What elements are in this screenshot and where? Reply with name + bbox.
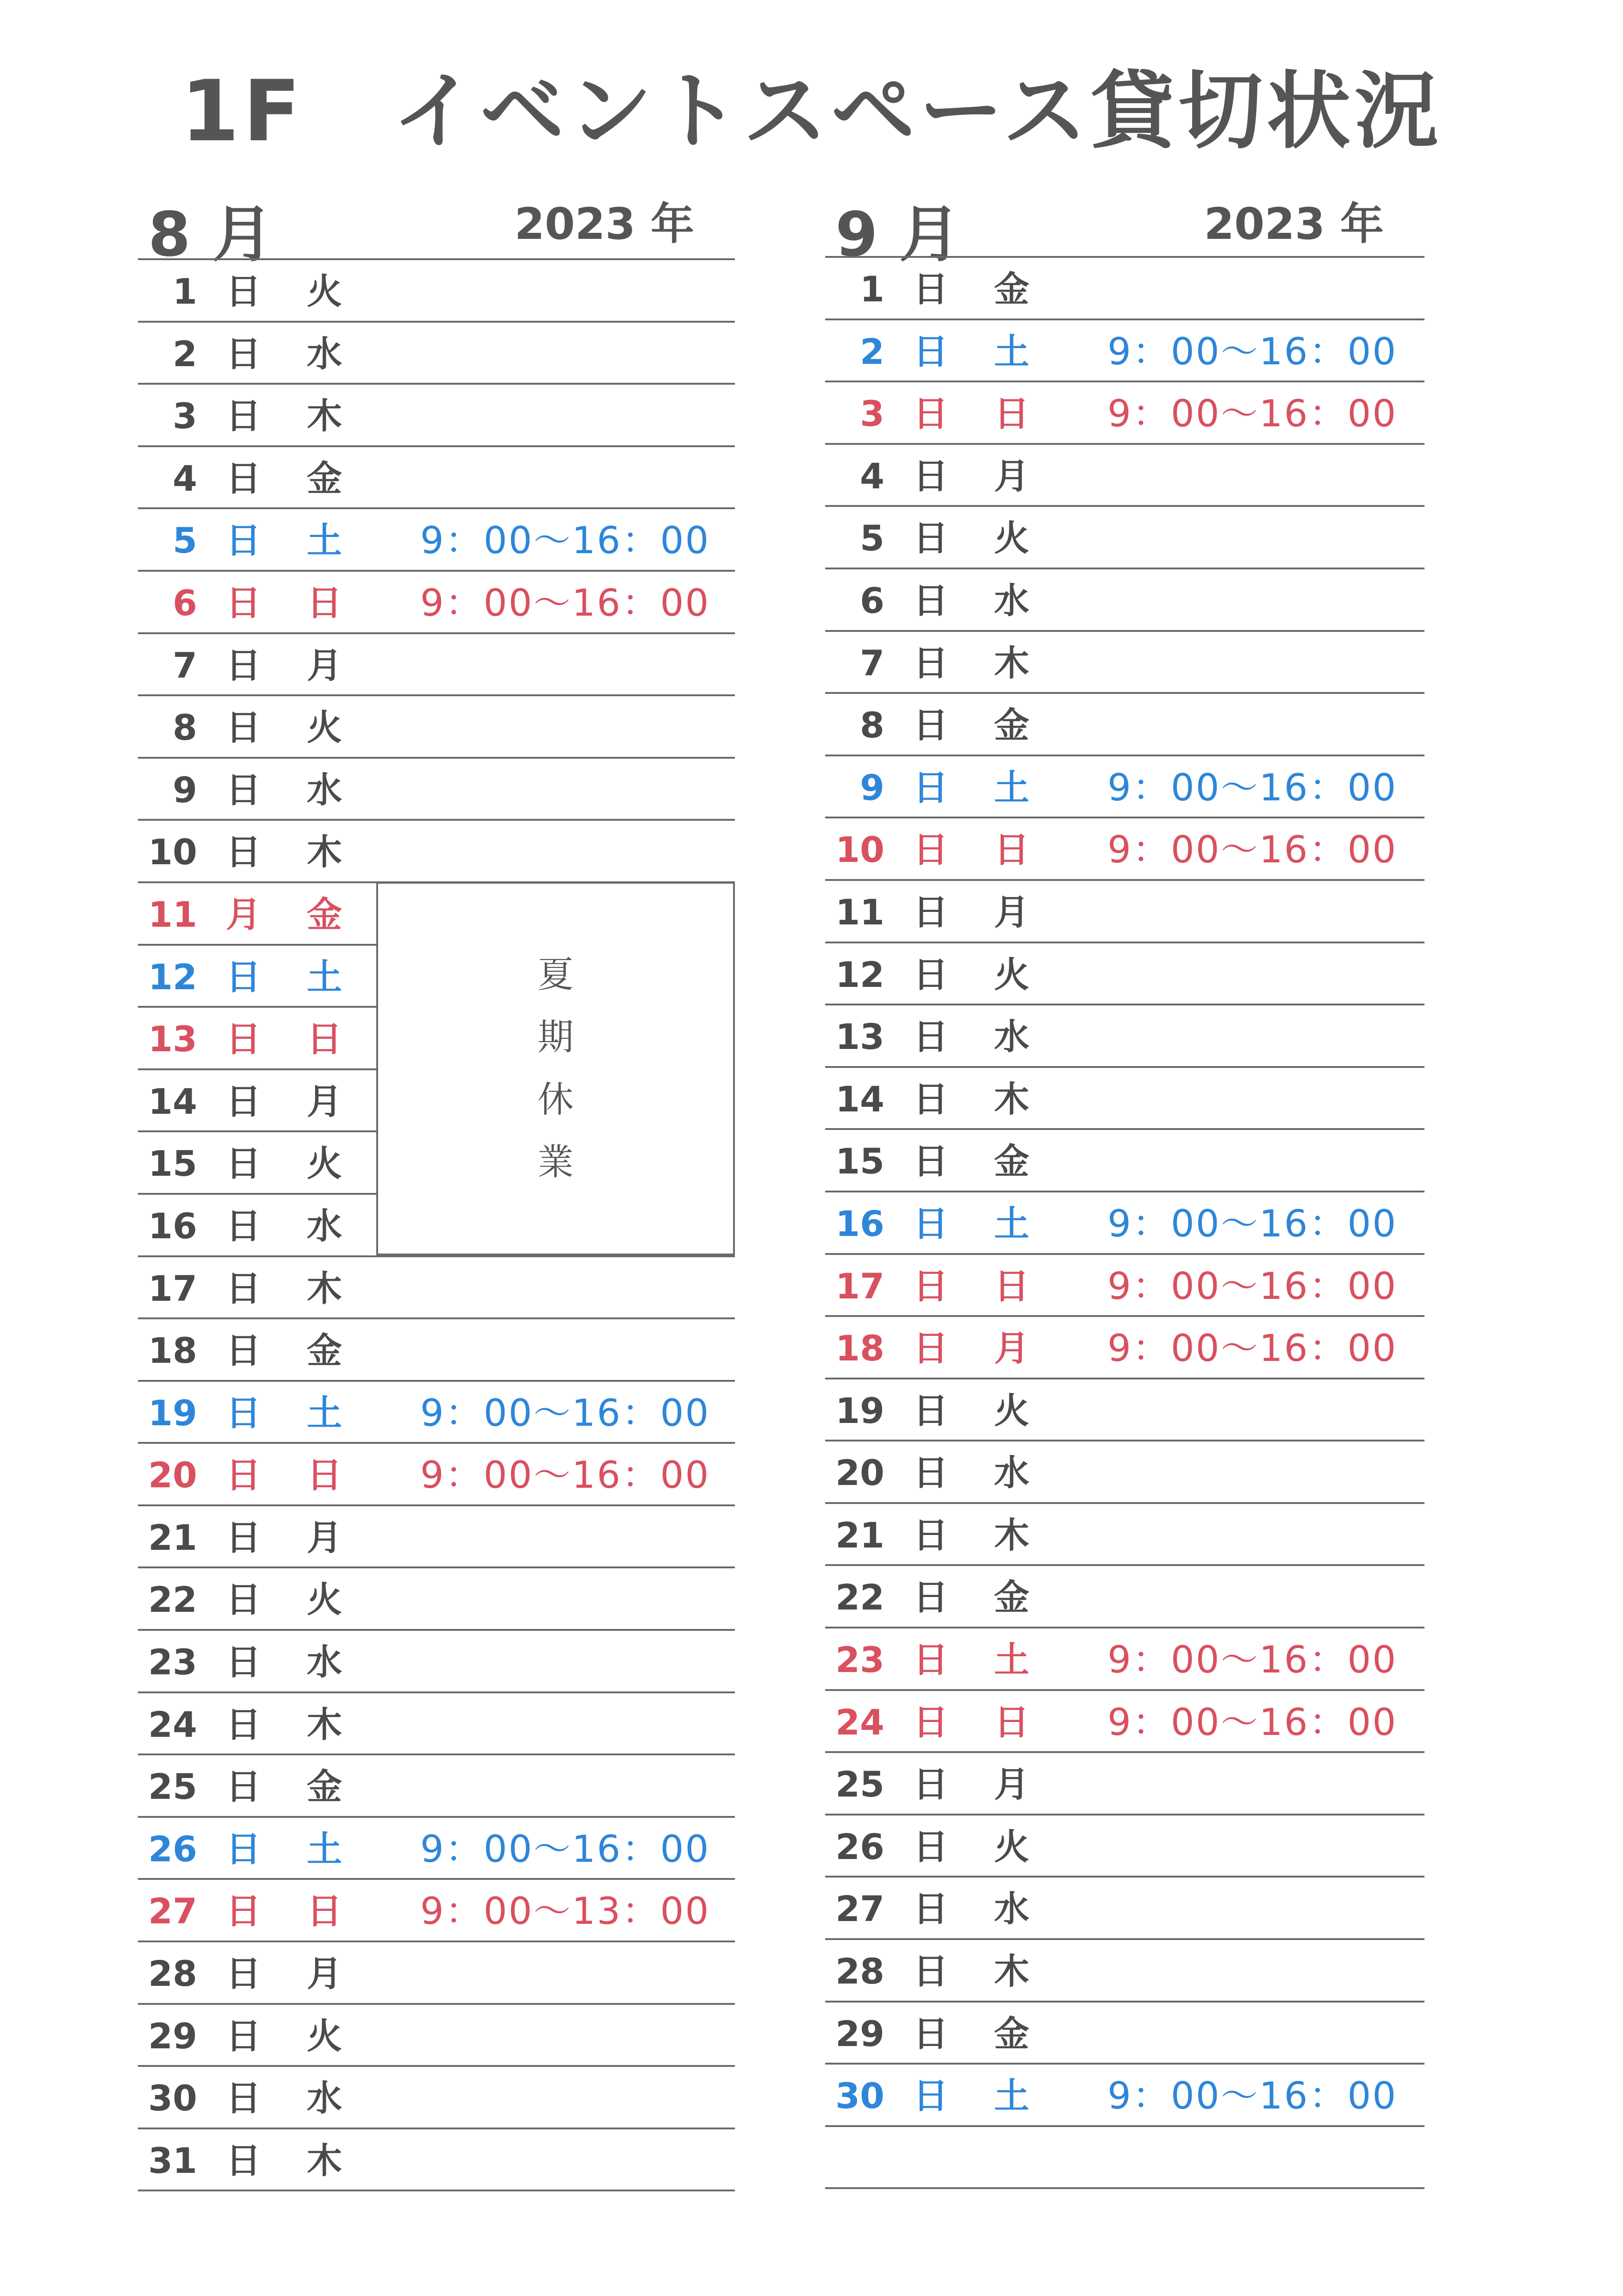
day-suffix: 日 — [226, 1703, 261, 1745]
weekday: 土 — [994, 1639, 1029, 1681]
day-number: 28 — [148, 1953, 197, 1995]
day-suffix: 日 — [226, 2140, 261, 2181]
holiday-char: 夏 — [537, 954, 574, 996]
day-number: 29 — [835, 2013, 884, 2054]
weekday: 水 — [307, 2078, 342, 2119]
schedule-row — [138, 1880, 735, 1942]
weekday: 土 — [994, 1203, 1029, 1244]
day-number: 11 — [835, 891, 884, 933]
weekday: 土 — [307, 1392, 342, 1434]
day-suffix: 日 — [226, 1392, 261, 1434]
weekday: 日 — [994, 829, 1029, 871]
day-suffix: 日 — [226, 1953, 261, 1995]
day-number: 19 — [148, 1392, 197, 1434]
weekday: 火 — [994, 954, 1029, 995]
day-suffix: 日 — [226, 1579, 261, 1621]
day-number: 5 — [860, 518, 884, 559]
schedule-row — [138, 385, 735, 447]
reserved-time: 9：00〜16：00 — [420, 1454, 710, 1497]
day-number: 21 — [835, 1514, 884, 1556]
day-number: 25 — [835, 1764, 884, 1805]
september-year-label: 2023 年 — [1204, 199, 1384, 250]
weekday: 土 — [994, 767, 1029, 808]
day-suffix: 日 — [226, 1143, 261, 1185]
day-suffix: 日 — [226, 1205, 261, 1247]
day-suffix: 日 — [913, 767, 948, 808]
day-number: 29 — [148, 2015, 197, 2057]
schedule-row — [825, 2065, 1424, 2127]
day-number: 24 — [148, 1703, 197, 1745]
day-number: 14 — [148, 1080, 197, 1122]
holiday-char: 期 — [537, 1017, 574, 1058]
day-suffix: 日 — [913, 705, 948, 746]
schedule-row — [825, 1753, 1424, 1816]
day-number: 7 — [173, 644, 197, 686]
summer-holiday-box — [376, 882, 735, 1255]
schedule-row — [825, 1379, 1424, 1442]
day-number: 30 — [148, 2078, 197, 2119]
schedule-row — [138, 1942, 735, 2005]
weekday: 火 — [994, 1826, 1029, 1867]
day-number: 26 — [148, 1828, 197, 1870]
schedule-row — [138, 759, 735, 821]
day-number: 30 — [835, 2075, 884, 2117]
day-suffix: 日 — [226, 1828, 261, 1870]
schedule-row — [138, 509, 735, 572]
weekday: 金 — [994, 1141, 1029, 1182]
day-suffix: 日 — [226, 1267, 261, 1309]
day-number: 17 — [835, 1265, 884, 1307]
schedule-row — [825, 632, 1424, 694]
day-suffix: 日 — [226, 2015, 261, 2057]
schedule-row — [138, 1257, 735, 1320]
schedule-row — [138, 1818, 735, 1880]
weekday: 日 — [994, 1265, 1029, 1307]
day-suffix: 日 — [226, 644, 261, 686]
day-number: 14 — [835, 1078, 884, 1120]
weekday: 日 — [307, 582, 342, 624]
weekday: 火 — [307, 2015, 342, 2057]
day-number: 8 — [860, 705, 884, 746]
weekday: 水 — [994, 1888, 1029, 1930]
weekday: 木 — [994, 1951, 1029, 1992]
day-number: 21 — [148, 1516, 197, 1558]
weekday: 水 — [994, 580, 1029, 621]
day-number: 5 — [173, 520, 197, 562]
reserved-time: 9：00〜16：00 — [1107, 330, 1398, 373]
day-suffix: 日 — [226, 1766, 261, 1808]
day-number: 3 — [860, 393, 884, 435]
weekday: 金 — [307, 893, 342, 935]
weekday: 金 — [994, 2013, 1029, 2054]
day-number: 15 — [835, 1141, 884, 1182]
page-title: 1F イベントスペース貸切状況 — [180, 62, 1443, 160]
schedule-row — [825, 1005, 1424, 1068]
day-suffix: 日 — [913, 1016, 948, 1058]
day-suffix: 日 — [913, 455, 948, 497]
schedule-row — [138, 1693, 735, 1756]
weekday: 金 — [307, 1330, 342, 1372]
schedule-row — [138, 323, 735, 385]
schedule-row — [825, 258, 1424, 320]
schedule-row — [825, 756, 1424, 819]
day-suffix: 日 — [226, 1890, 261, 1932]
weekday: 金 — [994, 1577, 1029, 1618]
day-suffix: 日 — [226, 956, 261, 998]
weekday: 木 — [994, 642, 1029, 684]
august-year-label: 2023 年 — [514, 199, 694, 250]
day-number: 4 — [173, 457, 197, 499]
day-suffix: 日 — [226, 1454, 261, 1496]
day-suffix: 日 — [913, 1078, 948, 1120]
schedule-row — [825, 382, 1424, 445]
weekday: 金 — [307, 457, 342, 499]
day-number: 9 — [173, 769, 197, 811]
day-suffix: 日 — [226, 520, 261, 562]
day-number: 28 — [835, 1951, 884, 1992]
weekday: 月 — [307, 1953, 342, 1995]
reserved-time: 9：00〜16：00 — [1107, 1202, 1398, 1245]
weekday: 月 — [307, 1080, 342, 1122]
day-number: 18 — [835, 1328, 884, 1369]
day-suffix: 日 — [226, 582, 261, 624]
day-suffix: 日 — [226, 1018, 261, 1060]
day-suffix: 日 — [913, 891, 948, 933]
day-number: 12 — [148, 956, 197, 998]
day-suffix: 日 — [226, 707, 261, 749]
weekday: 水 — [307, 769, 342, 811]
weekday: 月 — [994, 1764, 1029, 1805]
day-suffix: 日 — [913, 1514, 948, 1556]
schedule-row — [825, 2003, 1424, 2065]
reserved-time: 9：00〜13：00 — [420, 1890, 710, 1933]
schedule-row — [825, 320, 1424, 383]
day-number: 7 — [860, 642, 884, 684]
day-suffix: 日 — [913, 1203, 948, 1244]
weekday: 木 — [994, 1078, 1029, 1120]
schedule-row — [825, 943, 1424, 1006]
day-suffix: 日 — [913, 1390, 948, 1431]
reserved-time: 9：00〜16：00 — [1107, 1638, 1398, 1682]
day-number: 4 — [860, 455, 884, 497]
reserved-time: 9：00〜16：00 — [1107, 766, 1398, 809]
schedule-row — [825, 881, 1424, 943]
weekday: 金 — [994, 705, 1029, 746]
weekday: 月 — [994, 891, 1029, 933]
weekday: 水 — [307, 1641, 342, 1683]
reserved-time: 9：00〜16：00 — [1107, 1264, 1398, 1308]
day-suffix: 日 — [226, 1330, 261, 1372]
day-number: 16 — [835, 1203, 884, 1244]
day-suffix: 日 — [913, 642, 948, 684]
day-number: 3 — [173, 395, 197, 437]
schedule-row — [825, 1068, 1424, 1130]
weekday: 金 — [307, 1766, 342, 1808]
weekday: 水 — [307, 1205, 342, 1247]
schedule-row — [138, 260, 735, 323]
schedule-row — [825, 818, 1424, 881]
schedule-row — [138, 1319, 735, 1382]
weekday: 日 — [994, 393, 1029, 435]
day-number: 11 — [148, 893, 197, 935]
weekday: 木 — [307, 1267, 342, 1309]
weekday: 火 — [307, 707, 342, 749]
day-number: 16 — [148, 1205, 197, 1247]
weekday: 土 — [307, 956, 342, 998]
september-month-label: 9 月 — [835, 199, 960, 270]
schedule-row — [825, 694, 1424, 756]
weekday: 金 — [994, 268, 1029, 310]
day-number: 24 — [835, 1701, 884, 1743]
day-suffix: 日 — [913, 1764, 948, 1805]
day-suffix: 日 — [913, 331, 948, 372]
day-suffix: 日 — [913, 954, 948, 995]
day-number: 15 — [148, 1143, 197, 1185]
day-suffix: 日 — [913, 2013, 948, 2054]
day-number: 18 — [148, 1330, 197, 1372]
schedule-row — [138, 1506, 735, 1569]
day-number: 20 — [148, 1454, 197, 1496]
day-number: 22 — [148, 1579, 197, 1621]
schedule-row — [138, 634, 735, 697]
reserved-time: 9：00〜16：00 — [420, 1391, 710, 1435]
day-number: 27 — [835, 1888, 884, 1930]
schedule-row — [138, 1755, 735, 1818]
day-number: 9 — [860, 767, 884, 808]
weekday: 日 — [307, 1018, 342, 1060]
day-suffix: 日 — [913, 1826, 948, 1867]
weekday: 月 — [994, 455, 1029, 497]
schedule-row — [825, 1940, 1424, 2003]
weekday: 日 — [307, 1890, 342, 1932]
day-suffix: 月 — [226, 893, 261, 935]
day-suffix: 日 — [913, 393, 948, 435]
schedule-row — [138, 1568, 735, 1631]
weekday: 火 — [994, 1390, 1029, 1431]
day-suffix: 日 — [913, 268, 948, 310]
day-number: 12 — [835, 954, 884, 995]
schedule-row — [825, 1130, 1424, 1192]
schedule-row — [825, 2127, 1424, 2190]
day-number: 2 — [173, 333, 197, 374]
day-suffix: 日 — [226, 1641, 261, 1683]
day-number: 17 — [148, 1267, 197, 1309]
day-number: 20 — [835, 1452, 884, 1494]
summer-holiday-label — [378, 944, 733, 1194]
day-suffix: 日 — [913, 1328, 948, 1369]
day-suffix: 日 — [226, 1080, 261, 1122]
schedule-row — [825, 1566, 1424, 1628]
day-suffix: 日 — [913, 1577, 948, 1618]
weekday: 水 — [307, 333, 342, 374]
day-number: 1 — [860, 268, 884, 310]
day-number: 23 — [835, 1639, 884, 1681]
weekday: 木 — [307, 395, 342, 437]
reserved-time: 9：00〜16：00 — [1107, 1700, 1398, 1744]
day-number: 13 — [835, 1016, 884, 1058]
weekday: 木 — [307, 1703, 342, 1745]
day-suffix: 日 — [913, 1452, 948, 1494]
weekday: 火 — [994, 518, 1029, 559]
weekday: 土 — [307, 1828, 342, 1870]
holiday-char: 業 — [537, 1142, 574, 1183]
day-suffix: 日 — [226, 333, 261, 374]
schedule-row — [138, 2005, 735, 2067]
schedule-row — [825, 1816, 1424, 1878]
day-number: 8 — [173, 707, 197, 749]
weekday: 月 — [307, 1516, 342, 1558]
schedule-row — [138, 1444, 735, 1506]
day-suffix: 日 — [226, 395, 261, 437]
reserved-time: 9：00〜16：00 — [420, 581, 710, 624]
day-suffix: 日 — [913, 1701, 948, 1743]
day-number: 19 — [835, 1390, 884, 1431]
september-schedule-table — [825, 258, 1424, 2189]
schedule-row — [138, 2067, 735, 2129]
schedule-row — [825, 1441, 1424, 1504]
schedule-row — [825, 1192, 1424, 1255]
day-number: 25 — [148, 1766, 197, 1808]
schedule-row — [138, 696, 735, 759]
day-suffix: 日 — [226, 271, 261, 312]
day-number: 1 — [173, 271, 197, 312]
weekday: 土 — [994, 2075, 1029, 2117]
day-suffix: 日 — [913, 1951, 948, 1992]
day-number: 31 — [148, 2140, 197, 2181]
schedule-row — [825, 1628, 1424, 1691]
weekday: 火 — [307, 1579, 342, 1621]
weekday: 木 — [994, 1514, 1029, 1556]
weekday: 日 — [307, 1454, 342, 1496]
schedule-row — [825, 1504, 1424, 1566]
schedule-row — [138, 572, 735, 634]
day-suffix: 日 — [226, 1516, 261, 1558]
weekday: 月 — [994, 1328, 1029, 1369]
weekday: 月 — [307, 644, 342, 686]
august-month-label: 8 月 — [148, 199, 273, 270]
day-suffix: 日 — [226, 2078, 261, 2119]
schedule-row — [825, 445, 1424, 507]
reserved-time: 9：00〜16：00 — [420, 1827, 710, 1871]
day-suffix: 日 — [913, 1639, 948, 1681]
day-suffix: 日 — [913, 829, 948, 871]
day-suffix: 日 — [226, 831, 261, 873]
holiday-char: 休 — [537, 1079, 574, 1121]
day-suffix: 日 — [913, 580, 948, 621]
day-number: 26 — [835, 1826, 884, 1867]
schedule-row — [825, 569, 1424, 632]
schedule-row — [138, 1382, 735, 1444]
day-number: 6 — [173, 582, 197, 624]
day-suffix: 日 — [226, 769, 261, 811]
weekday: 木 — [307, 831, 342, 873]
day-number: 23 — [148, 1641, 197, 1683]
weekday: 水 — [994, 1016, 1029, 1058]
day-suffix: 日 — [226, 457, 261, 499]
weekday: 火 — [307, 1143, 342, 1185]
day-number: 22 — [835, 1577, 884, 1618]
weekday: 土 — [994, 331, 1029, 372]
schedule-row — [825, 1255, 1424, 1317]
day-suffix: 日 — [913, 1265, 948, 1307]
day-suffix: 日 — [913, 2075, 948, 2117]
schedule-row — [825, 1878, 1424, 1940]
schedule-row — [138, 2129, 735, 2192]
day-number: 10 — [835, 829, 884, 871]
schedule-row — [825, 1691, 1424, 1753]
weekday: 火 — [307, 271, 342, 312]
day-number: 6 — [860, 580, 884, 621]
august-header — [138, 185, 735, 270]
reserved-time: 9：00〜16：00 — [1107, 828, 1398, 872]
day-number: 13 — [148, 1018, 197, 1060]
day-number: 27 — [148, 1890, 197, 1932]
schedule-row — [138, 447, 735, 510]
reserved-time: 9：00〜16：00 — [1107, 2074, 1398, 2118]
day-suffix: 日 — [913, 518, 948, 559]
day-suffix: 日 — [913, 1141, 948, 1182]
reserved-time: 9：00〜16：00 — [420, 519, 710, 562]
reserved-time: 9：00〜16：00 — [1107, 392, 1398, 436]
schedule-row — [138, 821, 735, 883]
weekday: 木 — [307, 2140, 342, 2181]
day-number: 2 — [860, 331, 884, 372]
schedule-row — [825, 507, 1424, 569]
september-header — [825, 185, 1424, 270]
weekday: 土 — [307, 520, 342, 562]
weekday: 水 — [994, 1452, 1029, 1494]
schedule-row — [825, 1317, 1424, 1379]
day-number: 10 — [148, 831, 197, 873]
reserved-time: 9：00〜16：00 — [1107, 1327, 1398, 1370]
schedule-row — [138, 1631, 735, 1693]
weekday: 日 — [994, 1701, 1029, 1743]
day-suffix: 日 — [913, 1888, 948, 1930]
